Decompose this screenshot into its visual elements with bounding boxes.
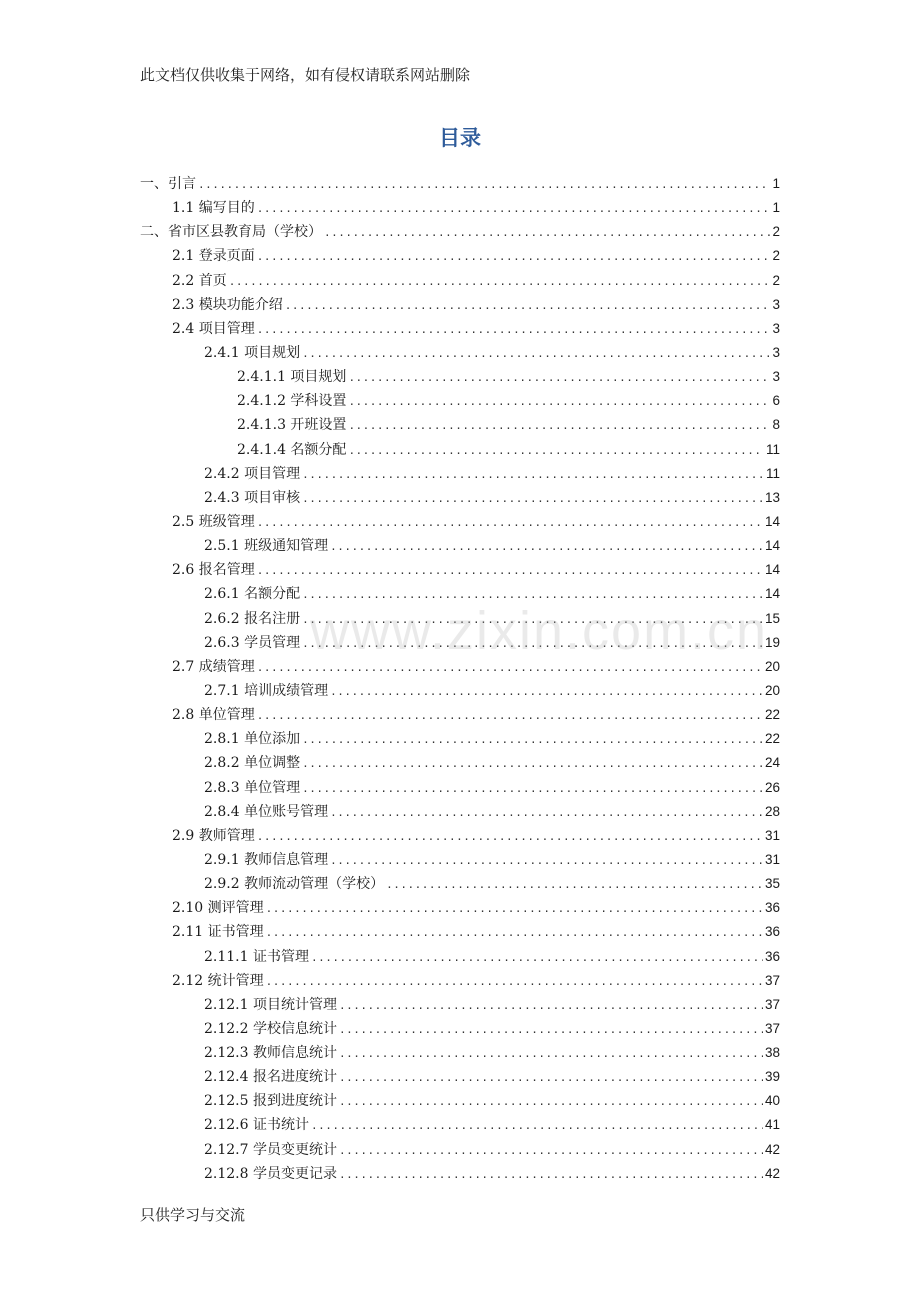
toc-entry[interactable]: [140, 1162, 780, 1186]
toc-entry[interactable]: [140, 969, 780, 993]
toc-entry[interactable]: [140, 1113, 780, 1137]
toc-page-number: 22: [764, 707, 780, 723]
toc-entry[interactable]: [140, 1089, 780, 1113]
toc-dot-leader: [339, 1042, 763, 1066]
toc-page-number: 11: [765, 441, 780, 457]
footer-note: 只供学习与交流: [140, 1206, 246, 1224]
page-title: 目录: [439, 126, 481, 150]
toc-dot-leader: [339, 1163, 763, 1187]
toc-page-number: 24: [764, 755, 780, 771]
toc-dot-leader: [339, 1066, 763, 1090]
toc-page-number: 19: [764, 634, 780, 650]
toc-page-number: 2: [772, 248, 780, 264]
toc-entry[interactable]: [140, 389, 780, 413]
toc-dot-leader: [302, 463, 764, 487]
toc-entry[interactable]: [140, 293, 780, 317]
toc-dot-leader: [257, 245, 771, 269]
toc-entry[interactable]: [140, 462, 780, 486]
toc-dot-leader: [311, 946, 763, 970]
toc-entry-title: 一、引言: [140, 176, 196, 192]
toc-entry[interactable]: [140, 993, 780, 1017]
toc-entry-title: 2.9 教师管理: [172, 827, 255, 844]
toc-entry[interactable]: [140, 920, 780, 944]
toc-entry-title: 2.7.1 培训成绩管理: [204, 682, 329, 699]
toc-dot-leader: [257, 511, 763, 535]
toc-page-number: 39: [764, 1069, 780, 1085]
toc-page-number: 28: [764, 803, 780, 819]
toc-entry[interactable]: [140, 800, 780, 824]
toc-dot-leader: [311, 1114, 763, 1138]
toc-entry-title: 2.12.3 教师信息统计: [204, 1045, 337, 1062]
toc-entry[interactable]: [140, 534, 780, 558]
header-disclaimer: 此文档仅供收集于网络，如有侵权请联系网站删除: [140, 66, 471, 84]
toc-entry-title: 2.4.1.1 项目规划: [237, 369, 347, 386]
toc-entry[interactable]: [140, 558, 780, 582]
toc-page-number: 3: [772, 296, 780, 312]
toc-entry[interactable]: [140, 172, 780, 196]
toc-entry-title: 2.6.1 名额分配: [204, 586, 301, 603]
toc-entry-title: 2.2 首页: [172, 272, 227, 289]
toc-dot-leader: [257, 197, 771, 221]
toc-page-number: 14: [764, 586, 780, 602]
toc-entry-title: 2.8.3 单位管理: [204, 779, 301, 796]
toc-dot-leader: [339, 994, 763, 1018]
toc-page-number: 31: [764, 827, 780, 843]
toc-entry-title: 2.6 报名管理: [172, 562, 255, 579]
toc-entry-title: 2.6.2 报名注册: [204, 610, 301, 627]
toc-entry[interactable]: [140, 220, 780, 244]
toc-entry-title: 2.6.3 学员管理: [204, 634, 301, 651]
toc-page-number: 3: [772, 320, 780, 336]
toc-entry-title: 2.8.1 单位添加: [204, 731, 301, 748]
toc-dot-leader: [330, 849, 763, 873]
toc-dot-leader: [330, 801, 763, 825]
toc-entry-title: 2.8 单位管理: [172, 707, 255, 724]
toc-entry[interactable]: [140, 848, 780, 872]
toc-dot-leader: [339, 1090, 763, 1114]
toc-entry[interactable]: [140, 1138, 780, 1162]
toc-page-number: 2: [772, 272, 780, 288]
toc-page-number: 31: [764, 851, 780, 867]
toc-entry-title: 2.9.2 教师流动管理（学校）: [204, 876, 385, 893]
toc-entry[interactable]: [140, 631, 780, 655]
toc-entry-title: 1.1 编写目的: [172, 200, 255, 217]
toc-entry-title: 2.12.1 项目统计管理: [204, 996, 337, 1013]
toc-page-number: 1: [772, 176, 780, 191]
toc-page-number: 35: [764, 876, 780, 892]
toc-dot-leader: [257, 318, 771, 342]
toc-entry[interactable]: [140, 655, 780, 679]
toc-page-number: 37: [764, 972, 780, 988]
toc-entry[interactable]: [140, 582, 780, 606]
toc-entry[interactable]: [140, 751, 780, 775]
toc-dot-leader: [330, 680, 763, 704]
toc-page-number: 37: [764, 1020, 780, 1036]
toc-entry-title: 2.4.1.4 名额分配: [237, 441, 347, 458]
toc-entry[interactable]: [140, 776, 780, 800]
toc-entry[interactable]: [140, 365, 780, 389]
toc-dot-leader: [348, 414, 770, 438]
toc-page-number: 42: [764, 1165, 780, 1181]
toc-dot-leader: [198, 173, 770, 197]
toc-entry[interactable]: [140, 679, 780, 703]
toc-page-number: 3: [772, 344, 780, 360]
toc-entry-title: 2.5.1 班级通知管理: [204, 538, 329, 555]
toc-dot-leader: [348, 390, 770, 414]
watermark: www.zixin.com.cn: [310, 601, 769, 661]
toc-page-number: 2: [772, 224, 780, 240]
toc-page-number: 15: [764, 610, 780, 626]
toc-entry-title: 2.4.1 项目规划: [204, 344, 301, 361]
toc-entry-title: 2.12.5 报到进度统计: [204, 1093, 337, 1110]
toc-entry[interactable]: [140, 872, 780, 896]
toc-entry-title: 2.12.8 学员变更记录: [204, 1165, 337, 1182]
toc-page-number: 41: [764, 1117, 780, 1133]
toc-entry[interactable]: [140, 413, 780, 437]
toc-entry-title: 2.12 统计管理: [172, 972, 264, 989]
toc-entry-title: 2.12.7 学员变更统计: [204, 1141, 337, 1158]
toc-entry-title: 2.4.2 项目管理: [204, 465, 301, 482]
toc-page-number: 26: [764, 779, 780, 795]
toc-dot-leader: [386, 873, 763, 897]
toc-dot-leader: [257, 825, 763, 849]
toc-page-number: 36: [764, 924, 780, 940]
toc-entry[interactable]: [140, 727, 780, 751]
toc-entry-title: 2.7 成绩管理: [172, 658, 255, 675]
toc-page-number: 38: [764, 1045, 780, 1061]
toc-entry-title: 2.11.1 证书管理: [204, 948, 309, 965]
toc-page-number: 8: [772, 417, 780, 433]
toc-page-number: 37: [764, 996, 780, 1012]
toc-entry[interactable]: [140, 1017, 780, 1041]
toc-dot-leader: [302, 728, 763, 752]
toc-page-number: 42: [764, 1141, 780, 1157]
toc-page-number: 20: [764, 658, 780, 674]
toc-page-number: 22: [764, 731, 780, 747]
toc-page-number: 6: [772, 393, 780, 409]
toc-dot-leader: [266, 897, 763, 921]
toc-entry[interactable]: [140, 341, 780, 365]
toc-dot-leader: [302, 342, 770, 366]
table-of-contents: [140, 172, 780, 1186]
toc-entry-title: 2.1 登录页面: [172, 248, 255, 265]
toc-entry-title: 2.4.1.3 开班设置: [237, 417, 347, 434]
toc-dot-leader: [257, 656, 763, 680]
toc-entry-title: 2.10 测评管理: [172, 900, 264, 917]
toc-entry[interactable]: [140, 244, 780, 268]
toc-entry[interactable]: [140, 438, 780, 462]
toc-dot-leader: [257, 704, 763, 728]
toc-dot-leader: [324, 221, 770, 245]
toc-dot-leader: [302, 583, 763, 607]
toc-entry-title: 2.4 项目管理: [172, 320, 255, 337]
toc-dot-leader: [266, 970, 763, 994]
toc-dot-leader: [302, 487, 763, 511]
toc-entry-title: 2.8.2 单位调整: [204, 755, 301, 772]
toc-entry[interactable]: [140, 896, 780, 920]
toc-entry-title: 2.5 班级管理: [172, 513, 255, 530]
toc-page-number: 20: [764, 682, 780, 698]
toc-dot-leader: [285, 294, 771, 318]
toc-page-number: 11: [765, 465, 780, 481]
toc-dot-leader: [257, 559, 763, 583]
toc-entry-title: 2.12.2 学校信息统计: [204, 1020, 337, 1037]
toc-page-number: 3: [772, 369, 780, 385]
toc-page-number: 40: [764, 1093, 780, 1109]
toc-entry-title: 2.12.4 报名进度统计: [204, 1069, 337, 1086]
toc-dot-leader: [266, 921, 763, 945]
toc-entry-title: 2.3 模块功能介绍: [172, 296, 283, 313]
toc-entry[interactable]: [140, 607, 780, 631]
toc-entry[interactable]: [140, 703, 780, 727]
toc-entry-title: 2.4.3 项目审核: [204, 489, 301, 506]
toc-entry-title: 二、省市区县教育局（学校）: [140, 224, 322, 241]
toc-entry-title: 2.8.4 单位账号管理: [204, 803, 329, 820]
toc-entry-title: 2.12.6 证书统计: [204, 1117, 309, 1134]
toc-dot-leader: [302, 608, 763, 632]
toc-entry[interactable]: [140, 945, 780, 969]
toc-entry-title: 2.11 证书管理: [172, 924, 264, 941]
toc-page-number: 14: [764, 538, 780, 554]
toc-entry[interactable]: [140, 1065, 780, 1089]
toc-dot-leader: [302, 777, 763, 801]
toc-entry[interactable]: [140, 196, 780, 220]
toc-page-number: 1: [772, 200, 780, 216]
toc-dot-leader: [330, 535, 763, 559]
toc-dot-leader: [348, 439, 764, 463]
toc-dot-leader: [348, 366, 770, 390]
toc-dot-leader: [339, 1018, 763, 1042]
toc-dot-leader: [302, 632, 763, 656]
toc-page-number: 36: [764, 948, 780, 964]
toc-page-number: 14: [764, 513, 780, 529]
toc-entry[interactable]: [140, 1041, 780, 1065]
toc-page-number: 36: [764, 900, 780, 916]
toc-page-number: 13: [764, 489, 780, 505]
toc-entry-title: 2.9.1 教师信息管理: [204, 851, 329, 868]
toc-entry[interactable]: [140, 486, 780, 510]
toc-dot-leader: [229, 270, 771, 294]
toc-page-number: 14: [764, 562, 780, 578]
toc-entry[interactable]: [140, 317, 780, 341]
toc-entry-title: 2.4.1.2 学科设置: [237, 393, 347, 410]
toc-dot-leader: [339, 1139, 763, 1163]
toc-entry[interactable]: [140, 510, 780, 534]
toc-entry[interactable]: [140, 824, 780, 848]
toc-entry[interactable]: [140, 269, 780, 293]
toc-dot-leader: [302, 752, 763, 776]
